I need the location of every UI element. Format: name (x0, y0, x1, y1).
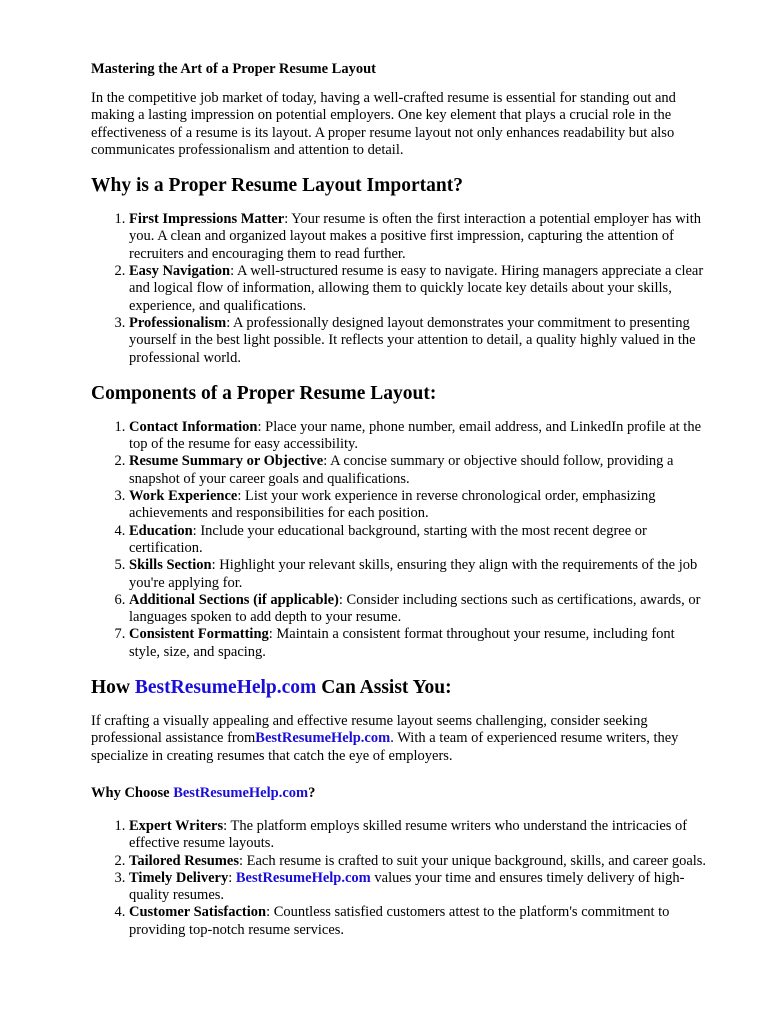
heading-suffix: Can Assist You: (316, 677, 452, 699)
list-item-text: : Each resume is crafted to suit your unique background, skills, and career goals. (238, 852, 707, 869)
list-item-text: : The platform employs skilled resume writers who understand the intricacies of effective resume layouts. (129, 817, 688, 852)
list-item (129, 315, 708, 367)
heading-suffix: ? (308, 784, 316, 801)
paragraph-text: If crafting a visually appealing and effective resume layout seems challenging, consider seeking professional assistance from (91, 713, 648, 747)
list-item-text: : A professionally designed layout demonstrates your commitment to presenting yourself in the best light possible. It reflects your attention to detail, a quality highly valued in the professional world. (129, 314, 696, 366)
section-heading-components: Components of a Proper Resume Layout: (91, 382, 437, 404)
heading-prefix: Why Choose (91, 784, 174, 801)
assist-paragraph (91, 713, 708, 765)
list-item (129, 592, 708, 627)
list-item (129, 904, 708, 939)
bestresumehelp-link[interactable]: BestResumeHelp.com (255, 730, 391, 747)
list-item-term: Skills Section (129, 557, 212, 574)
list-item (129, 853, 708, 870)
list-item-term: Timely Delivery (129, 869, 229, 886)
list-item (129, 870, 708, 905)
list-item-text: : List your work experience in reverse chronological order, emphasizing achievements and responsibilities for each position. (129, 488, 656, 522)
list-item (129, 453, 708, 488)
why-choose-list (91, 818, 708, 939)
list-item-term: First Impressions Matter (129, 211, 285, 228)
document-title: Mastering the Art of a Proper Resume Layout (91, 61, 376, 77)
list-item-term: Consistent Formatting (129, 626, 269, 643)
list-item-text: : A concise summary or objective should follow, providing a snapshot of your career goals and qualifications. (129, 453, 674, 487)
intro-paragraph: In the competitive job market of today, having a well-crafted resume is essential for standing out and making a lasting impression on potential employers. One key element that plays a crucial role in the effectiveness of a resume is its layout. A proper resume layout not only enhances readability but also communicates professionalism and attention to detail. (91, 90, 676, 158)
paragraph-text: . With a team of experienced resume writers, they specialize in creating resumes that catch the eye of employers. (91, 730, 679, 764)
list-item (129, 419, 708, 454)
list-item (129, 263, 708, 315)
list-item (129, 523, 708, 558)
section-heading-assist (91, 677, 708, 699)
heading-prefix: How (91, 677, 135, 699)
list-item-text: : Your resume is often the first interaction a potential employer has with you. A clean and organized layout makes a positive first impression, capturing the attention of recruiters and encouraging them to read further. (129, 211, 701, 262)
list-item (129, 557, 708, 592)
list-item-text: : Countless satisfied customers attest to the platform's commitment to providing top-notch resume services. (129, 904, 670, 938)
list-item-term: Professionalism (129, 314, 227, 331)
list-item-text: : Place your name, phone number, email address, and LinkedIn profile at the top of the resume for easy accessibility. (129, 418, 702, 453)
list-item-term: Contact Information (129, 418, 258, 435)
list-item-text: : Maintain a consistent format throughout your resume, including font style, size, and spacing. (129, 626, 675, 660)
list-item (129, 488, 708, 523)
list-item (129, 818, 708, 853)
list-item-text: : A well-structured resume is easy to navigate. Hiring managers appreciate a clear and logical flow of information, allowing them to quickly locate key details about your skills, experience, and qualifications. (129, 263, 704, 314)
importance-list (91, 211, 708, 367)
list-item-text: values your time and ensures timely delivery of high-quality resumes. (129, 869, 685, 904)
list-item-term: Easy Navigation (129, 263, 231, 280)
bestresumehelp-link[interactable]: BestResumeHelp.com (134, 677, 317, 699)
list-item-text: : (228, 869, 236, 886)
list-item-term: Tailored Resumes (129, 852, 239, 869)
components-list (91, 419, 708, 661)
section-heading-importance: Why is a Proper Resume Layout Important? (91, 175, 463, 197)
list-item-term: Resume Summary or Objective (129, 453, 324, 470)
bestresumehelp-link[interactable]: BestResumeHelp.com (173, 784, 309, 801)
list-item (129, 626, 708, 661)
list-item-text: : Highlight your relevant skills, ensuring they align with the requirements of the job you're applying for. (129, 557, 698, 591)
list-item-text: : Consider including sections such as certifications, awards, or languages spoken to add depth to your resume. (129, 591, 701, 626)
list-item-term: Education (129, 522, 193, 539)
list-item-term: Expert Writers (129, 817, 224, 834)
list-item-term: Customer Satisfaction (129, 904, 267, 921)
list-item-term: Additional Sections (if applicable) (129, 591, 339, 608)
list-item-term: Work Experience (129, 488, 238, 505)
bestresumehelp-link[interactable]: BestResumeHelp.com (235, 869, 371, 886)
section-heading-why-choose (91, 785, 708, 802)
list-item (129, 211, 708, 263)
list-item-text: : Include your educational background, starting with the most recent degree or certification. (129, 522, 647, 556)
